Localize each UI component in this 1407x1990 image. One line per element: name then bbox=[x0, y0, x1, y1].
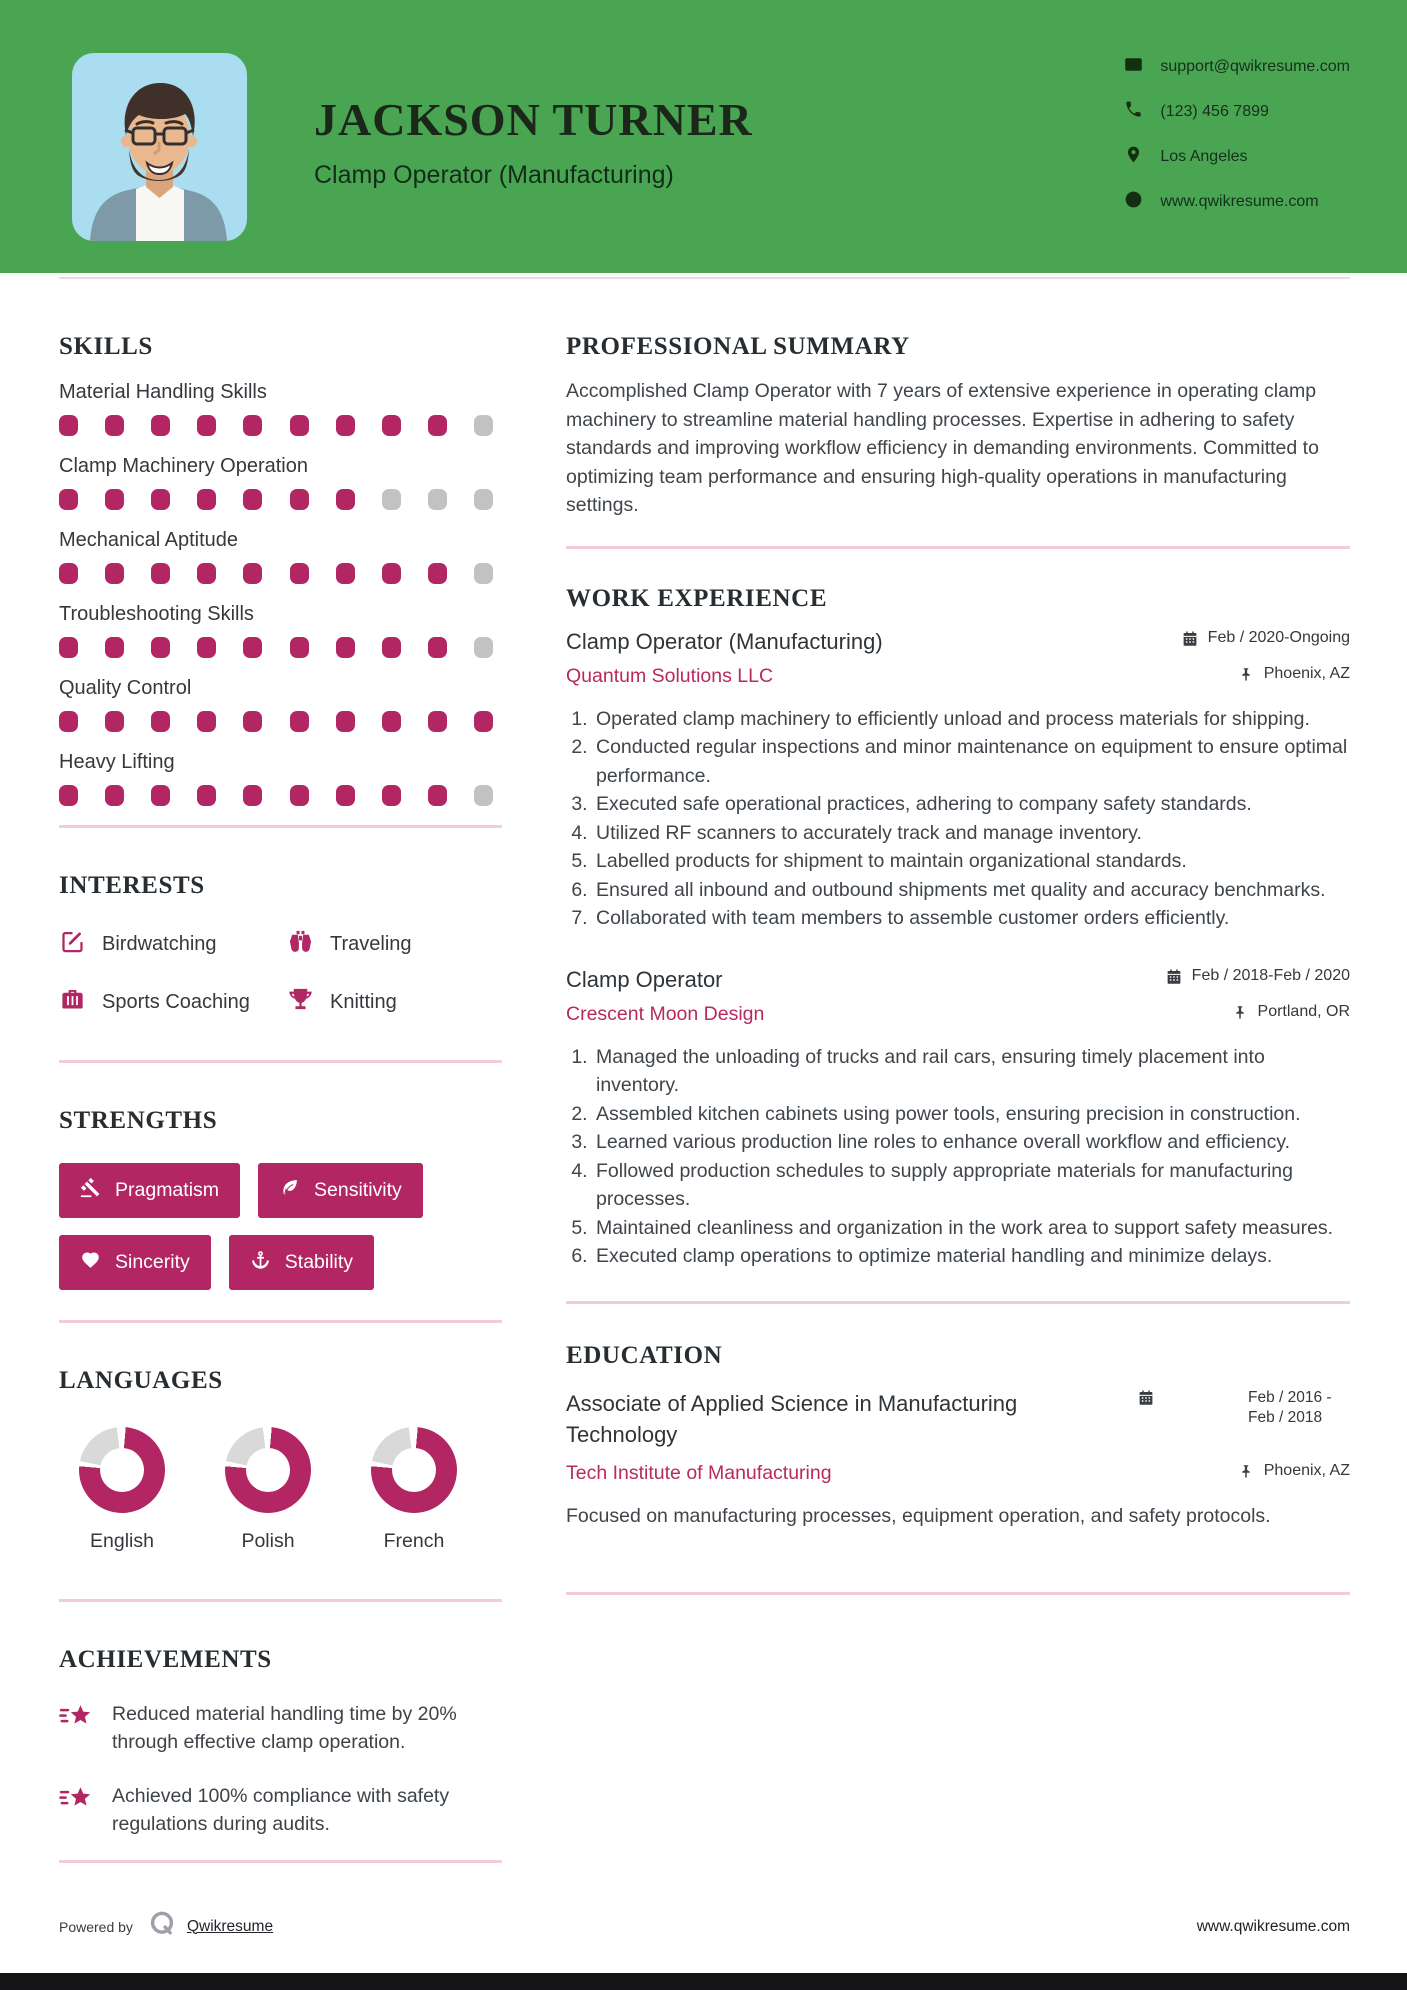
achievements-list bbox=[59, 1700, 502, 1838]
education-description: Focused on manufacturing processes, equipment operation, and safety protocols. bbox=[566, 1504, 1271, 1527]
job-title: Clamp Operator bbox=[566, 966, 723, 992]
section-divider bbox=[59, 1060, 502, 1063]
portrait-illustration bbox=[72, 53, 247, 241]
qwikresume-link[interactable]: Qwikresume bbox=[186, 1917, 274, 1935]
skill-dot bbox=[382, 785, 401, 806]
job-date-text: Feb / 2020-Ongoing bbox=[1207, 628, 1350, 646]
skill-item bbox=[59, 455, 502, 510]
contact-email bbox=[1124, 55, 1350, 79]
skill-item bbox=[59, 677, 502, 732]
left-column bbox=[59, 279, 502, 1863]
skill-level-dots bbox=[59, 637, 493, 658]
job-location-text: Phoenix, AZ bbox=[1263, 664, 1350, 682]
section-divider bbox=[59, 1860, 502, 1863]
person-job-title: Clamp Operator (Manufacturing) bbox=[314, 161, 674, 189]
skill-level-dots bbox=[59, 563, 493, 584]
skill-dot bbox=[428, 637, 447, 658]
job-location bbox=[1237, 665, 1350, 689]
education-heading: EDUCATION bbox=[566, 1341, 723, 1369]
skill-dot bbox=[290, 415, 309, 436]
gavel-icon bbox=[80, 1177, 101, 1204]
strength-label: Pragmatism bbox=[115, 1179, 220, 1201]
skill-dot bbox=[428, 489, 447, 510]
skill-dot bbox=[428, 711, 447, 732]
binoculars-icon bbox=[287, 928, 314, 960]
skill-dot bbox=[290, 637, 309, 658]
skill-dot bbox=[474, 785, 493, 806]
bullet-item: 7. Collaborated with team members to assemble customer orders efficiently. bbox=[593, 904, 1350, 933]
school-name: Tech Institute of Manufacturing bbox=[566, 1461, 832, 1484]
footer bbox=[59, 1909, 1350, 1944]
education-date-text: Feb / 2016 - Feb / 2018 bbox=[1248, 1388, 1332, 1426]
education-date bbox=[1137, 1388, 1350, 1428]
skill-dot bbox=[105, 415, 124, 436]
location-pin-icon bbox=[1124, 145, 1143, 169]
skill-dot bbox=[382, 637, 401, 658]
strength-badge bbox=[59, 1235, 211, 1290]
main-content bbox=[0, 279, 1407, 1863]
briefcase-icon bbox=[59, 986, 86, 1018]
powered-by-label: Powered by bbox=[59, 1918, 133, 1935]
strength-label: Stability bbox=[284, 1251, 354, 1273]
skill-dot bbox=[59, 637, 78, 658]
bullet-item: 3. Executed safe operational practices, adhering to company safety standards. bbox=[593, 790, 1350, 819]
pencil-edit-icon bbox=[59, 928, 86, 960]
languages-heading: LANGUAGES bbox=[59, 1367, 223, 1394]
job-bullet-list bbox=[566, 1043, 1350, 1271]
skill-dot bbox=[382, 489, 401, 510]
skill-level-dots bbox=[59, 711, 493, 732]
achievement-item bbox=[59, 1700, 502, 1756]
qwikresume-logo-icon bbox=[147, 1909, 177, 1944]
languages-list bbox=[59, 1427, 502, 1553]
skill-level-dots bbox=[59, 489, 493, 510]
skill-dot bbox=[243, 785, 262, 806]
interest-item bbox=[287, 986, 502, 1018]
interest-label: Sports Coaching bbox=[102, 990, 250, 1013]
interests-list bbox=[59, 928, 502, 1018]
skill-dot bbox=[243, 711, 262, 732]
job-bullet-list bbox=[566, 705, 1350, 933]
language-name: Polish bbox=[241, 1530, 295, 1552]
job-date bbox=[1181, 629, 1350, 653]
shooting-star-icon bbox=[59, 1700, 95, 1737]
skill-dot bbox=[151, 563, 170, 584]
strength-badge bbox=[258, 1163, 423, 1218]
leaf-icon bbox=[279, 1177, 300, 1204]
calendar-icon bbox=[1137, 1388, 1239, 1413]
bullet-item: 1. Managed the unloading of trucks and rail cars, ensuring timely placement into inventory. bbox=[593, 1043, 1350, 1100]
bullet-item: 1. Operated clamp machinery to efficiently unload and process materials for shipping. bbox=[593, 705, 1350, 734]
skill-dot bbox=[474, 711, 493, 732]
phone-icon bbox=[1124, 100, 1143, 124]
achievement-item bbox=[59, 1782, 502, 1838]
skill-dot bbox=[336, 711, 355, 732]
calendar-icon bbox=[1165, 967, 1183, 991]
envelope-icon bbox=[1124, 55, 1143, 79]
bullet-item: 4. Utilized RF scanners to accurately track and manage inventory. bbox=[593, 819, 1350, 848]
interest-item bbox=[287, 928, 502, 960]
footer-website: www.qwikresume.com bbox=[1196, 1917, 1350, 1935]
identity-block bbox=[314, 53, 753, 190]
interest-label: Knitting bbox=[330, 990, 397, 1013]
person-name: JACKSON TURNER bbox=[314, 94, 753, 145]
job-title: Clamp Operator (Manufacturing) bbox=[566, 628, 883, 654]
bottom-bar bbox=[0, 1973, 1407, 1990]
strengths-list bbox=[59, 1163, 502, 1290]
interest-item bbox=[59, 928, 287, 960]
skill-dot bbox=[151, 711, 170, 732]
bullet-item: 5. Labelled products for shipment to maintain organizational standards. bbox=[593, 847, 1350, 876]
language-name: English bbox=[90, 1530, 154, 1552]
section-divider bbox=[59, 825, 502, 828]
skill-dot bbox=[336, 563, 355, 584]
skill-dot bbox=[197, 563, 216, 584]
skill-dot bbox=[59, 785, 78, 806]
contact-website bbox=[1124, 190, 1350, 214]
skill-dot bbox=[243, 563, 262, 584]
skill-dot bbox=[290, 711, 309, 732]
language-item bbox=[371, 1427, 457, 1553]
globe-icon bbox=[1124, 190, 1143, 214]
job-date-text: Feb / 2018-Feb / 2020 bbox=[1191, 966, 1350, 984]
skill-dot bbox=[59, 489, 78, 510]
strength-label: Sensitivity bbox=[314, 1179, 402, 1201]
bullet-item: 6. Executed clamp operations to optimize material handling and minimize delays. bbox=[593, 1242, 1350, 1271]
heart-icon bbox=[80, 1249, 101, 1276]
skill-dot bbox=[474, 489, 493, 510]
profile-photo bbox=[72, 53, 247, 241]
company-name: Crescent Moon Design bbox=[566, 1002, 765, 1025]
bullet-item: 2. Assembled kitchen cabinets using power tools, ensuring precision in construction. bbox=[593, 1100, 1350, 1129]
skill-dot bbox=[151, 785, 170, 806]
strength-label: Sincerity bbox=[115, 1251, 190, 1273]
summary-text: Accomplished Clamp Operator with 7 years of extensive experience in operating clamp machinery to streamline material handling processes. Expertise in adhering to safety standards and improving workflow efficiency in demanding environments. Committed to optimizing team performance and ensuring high-quality operations in manufacturing settings. bbox=[566, 380, 1319, 516]
summary-heading: PROFESSIONAL SUMMARY bbox=[566, 333, 910, 360]
strength-badge bbox=[229, 1235, 374, 1290]
skill-item bbox=[59, 751, 502, 806]
skill-dot bbox=[382, 711, 401, 732]
language-name: French bbox=[383, 1530, 445, 1552]
skill-label: Clamp Machinery Operation bbox=[59, 455, 308, 477]
skill-label: Mechanical Aptitude bbox=[59, 529, 239, 551]
degree-title: Associate of Applied Science in Manufacturing Technology bbox=[566, 1390, 1018, 1447]
contact-location bbox=[1124, 145, 1350, 169]
bullet-item: 4. Followed production schedules to supply appropriate materials for manufacturing processes. bbox=[593, 1157, 1350, 1214]
job-location bbox=[1231, 1003, 1350, 1027]
language-item bbox=[79, 1427, 165, 1553]
skill-dot bbox=[336, 785, 355, 806]
skill-dot bbox=[197, 711, 216, 732]
strength-badge bbox=[59, 1163, 240, 1218]
skill-dot bbox=[474, 415, 493, 436]
interest-label: Traveling bbox=[330, 932, 412, 955]
strengths-heading: STRENGTHS bbox=[59, 1107, 218, 1134]
interests-heading: INTERESTS bbox=[59, 872, 205, 899]
education-location bbox=[1237, 1462, 1350, 1486]
right-column bbox=[566, 279, 1350, 1595]
skill-dot bbox=[336, 415, 355, 436]
job-date bbox=[1165, 967, 1350, 991]
skills-heading: SKILLS bbox=[59, 333, 153, 360]
section-divider bbox=[566, 546, 1350, 549]
skill-dot bbox=[197, 489, 216, 510]
skill-dot bbox=[474, 563, 493, 584]
skill-level-dots bbox=[59, 785, 493, 806]
skill-dot bbox=[243, 489, 262, 510]
contact-block bbox=[1124, 53, 1350, 214]
education-location-text: Phoenix, AZ bbox=[1263, 1461, 1350, 1479]
location-value: Los Angeles bbox=[1160, 148, 1248, 165]
contact-phone bbox=[1124, 100, 1350, 124]
phone-value: (123) 456 7899 bbox=[1160, 103, 1269, 120]
skill-dot bbox=[151, 415, 170, 436]
education-entry bbox=[566, 1388, 1350, 1486]
skill-dot bbox=[428, 415, 447, 436]
work-experience-entry bbox=[566, 629, 1350, 933]
skill-label: Troubleshooting Skills bbox=[59, 603, 254, 625]
language-donut-chart bbox=[79, 1427, 165, 1513]
skill-dot bbox=[290, 489, 309, 510]
bullet-item: 2. Conducted regular inspections and minor maintenance on equipment to ensure optimal performance. bbox=[593, 733, 1350, 790]
job-header bbox=[566, 967, 1350, 1027]
shooting-star-icon bbox=[59, 1782, 95, 1819]
skill-item bbox=[59, 603, 502, 658]
skill-dot bbox=[105, 711, 124, 732]
skill-dot bbox=[336, 637, 355, 658]
pushpin-icon bbox=[1231, 1003, 1249, 1027]
skill-dot bbox=[105, 489, 124, 510]
language-donut-chart bbox=[225, 1427, 311, 1513]
skill-dot bbox=[243, 637, 262, 658]
pushpin-icon bbox=[1237, 665, 1255, 689]
skill-dot bbox=[59, 415, 78, 436]
calendar-icon bbox=[1181, 629, 1199, 653]
skill-dot bbox=[197, 415, 216, 436]
skill-dot bbox=[428, 563, 447, 584]
section-divider bbox=[59, 1599, 502, 1602]
section-divider bbox=[59, 1320, 502, 1323]
achievements-heading: ACHIEVEMENTS bbox=[59, 1646, 272, 1673]
achievement-text: Reduced material handling time by 20% through effective clamp operation. bbox=[112, 1703, 457, 1753]
skill-dot bbox=[197, 785, 216, 806]
skills-list bbox=[59, 381, 502, 806]
skill-item bbox=[59, 529, 502, 584]
trophy-icon bbox=[287, 986, 314, 1018]
work-heading: WORK EXPERIENCE bbox=[566, 584, 828, 612]
skill-dot bbox=[59, 563, 78, 584]
skill-level-dots bbox=[59, 415, 493, 436]
job-location-text: Portland, OR bbox=[1257, 1002, 1350, 1020]
job-header bbox=[566, 629, 1350, 689]
achievement-text: Achieved 100% compliance with safety regulations during audits. bbox=[112, 1785, 450, 1835]
interest-label: Birdwatching bbox=[102, 932, 217, 955]
bullet-item: 6. Ensured all inbound and outbound shipments met quality and accuracy benchmarks. bbox=[593, 876, 1350, 905]
anchor-icon bbox=[250, 1249, 271, 1276]
skill-label: Quality Control bbox=[59, 677, 192, 699]
skill-dot bbox=[428, 785, 447, 806]
skill-dot bbox=[336, 489, 355, 510]
pushpin-icon bbox=[1237, 1462, 1255, 1486]
language-item bbox=[225, 1427, 311, 1553]
skill-dot bbox=[243, 415, 262, 436]
website-value[interactable]: www.qwikresume.com bbox=[1160, 193, 1319, 210]
skill-dot bbox=[290, 785, 309, 806]
section-divider bbox=[566, 1592, 1350, 1595]
skill-label: Heavy Lifting bbox=[59, 751, 175, 773]
skill-dot bbox=[197, 637, 216, 658]
skill-dot bbox=[59, 711, 78, 732]
skill-dot bbox=[290, 563, 309, 584]
header bbox=[0, 0, 1407, 273]
skill-dot bbox=[151, 489, 170, 510]
skill-dot bbox=[382, 563, 401, 584]
skill-dot bbox=[474, 637, 493, 658]
bullet-item: 5. Maintained cleanliness and organization in the work area to support safety measures. bbox=[593, 1214, 1350, 1243]
language-donut-chart bbox=[371, 1427, 457, 1513]
skill-dot bbox=[151, 637, 170, 658]
work-experience-entry bbox=[566, 967, 1350, 1271]
skill-dot bbox=[105, 637, 124, 658]
skill-dot bbox=[105, 785, 124, 806]
interest-item bbox=[59, 986, 287, 1018]
company-name: Quantum Solutions LLC bbox=[566, 664, 774, 687]
skill-dot bbox=[105, 563, 124, 584]
skill-label: Material Handling Skills bbox=[59, 381, 267, 403]
bullet-item: 3. Learned various production line roles to enhance overall workflow and efficiency. bbox=[593, 1128, 1350, 1157]
email-value[interactable]: support@qwikresume.com bbox=[1160, 58, 1350, 75]
skill-item bbox=[59, 381, 502, 436]
skill-dot bbox=[382, 415, 401, 436]
section-divider bbox=[566, 1301, 1350, 1304]
